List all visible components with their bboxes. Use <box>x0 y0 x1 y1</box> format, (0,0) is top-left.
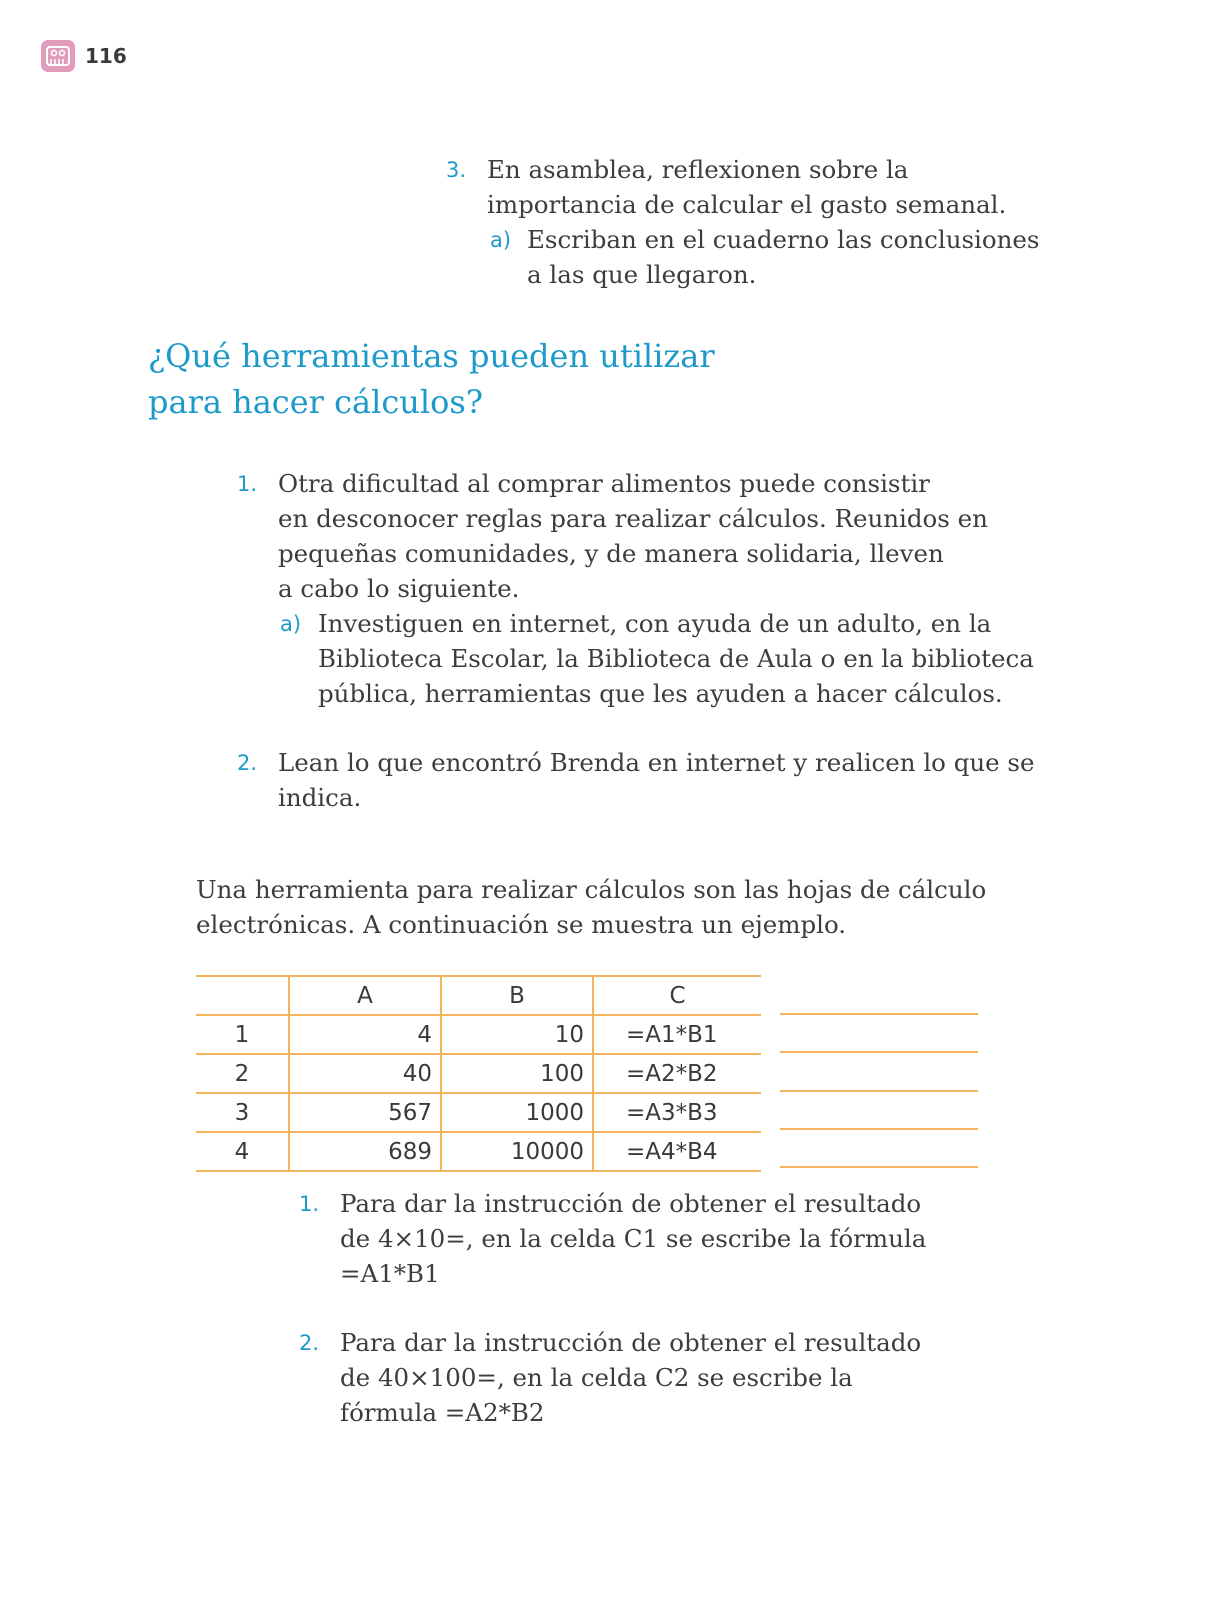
answer-line <box>780 1128 978 1130</box>
column-header: C <box>593 976 761 1015</box>
row-label: 1 <box>234 1021 250 1048</box>
row-label: 4 <box>234 1138 250 1165</box>
note-line: fórmula =A2*B2 <box>340 1398 545 1427</box>
cell-a: 689 <box>289 1132 441 1171</box>
heading-line: para hacer cálculos? <box>148 383 483 421</box>
cell-b: 100 <box>441 1054 593 1093</box>
row-label: 2 <box>234 1060 250 1087</box>
intro-line: electrónicas. A continuación se muestra un ejemplo. <box>196 910 847 939</box>
intro-line: Una herramienta para realizar cálculos son las hojas de cálculo <box>196 875 987 904</box>
task-2-line: Lean lo que encontró Brenda en internet y realicen lo que se <box>278 748 1035 777</box>
task-1-line: pequeñas comunidades, y de manera solidaria, lleven <box>278 539 944 568</box>
note-line: de 4×10=, en la celda C1 se escribe la fórmula <box>340 1224 927 1253</box>
task-1-line: en desconocer reglas para realizar cálculos. Reunidos en <box>278 504 988 533</box>
heading-line: ¿Qué herramientas pueden utilizar <box>148 337 715 375</box>
cell-c: =A2*B2 <box>593 1054 761 1093</box>
note-2-number: 2. <box>299 1331 320 1355</box>
mayan-glyph-icon <box>41 40 75 72</box>
task-3-line: En asamblea, reflexionen sobre la <box>487 155 909 184</box>
cell-c: =A4*B4 <box>593 1132 761 1171</box>
table-row <box>196 1015 761 1054</box>
answer-line <box>780 1090 978 1092</box>
cell-c: =A1*B1 <box>593 1015 761 1054</box>
column-header: A <box>289 976 441 1015</box>
table-row <box>196 1054 761 1093</box>
task-2-number: 2. <box>237 751 258 775</box>
note-line: Para dar la instrucción de obtener el resultado <box>340 1328 922 1357</box>
task-3-sub-a <box>487 222 1040 292</box>
sub-a-line: Investiguen en internet, con ayuda de un adulto, en la <box>318 609 992 638</box>
note-2 <box>299 1325 922 1430</box>
cell-b: 10000 <box>441 1132 593 1171</box>
cell-b: 1000 <box>441 1093 593 1132</box>
sub-a-line: pública, herramientas que les ayuden a hacer cálculos. <box>318 679 1003 708</box>
spreadsheet-table <box>196 975 761 1172</box>
answer-line <box>780 1051 978 1053</box>
table-row <box>196 1093 761 1132</box>
intro-paragraph <box>196 872 986 942</box>
answer-line <box>780 1166 978 1168</box>
header-row <box>196 976 761 1015</box>
section-heading <box>148 333 715 425</box>
column-header: B <box>441 976 593 1015</box>
cell-a: 40 <box>289 1054 441 1093</box>
sub-a-label: a) <box>280 612 302 636</box>
task-1 <box>237 466 1034 711</box>
note-line: de 40×100=, en la celda C2 se escribe la <box>340 1363 853 1392</box>
sub-a-label: a) <box>490 228 512 252</box>
task-3 <box>446 152 1040 292</box>
task-3-line: importancia de calcular el gasto semanal. <box>487 190 1007 219</box>
row-label: 3 <box>234 1099 250 1126</box>
task-2 <box>237 745 1035 815</box>
cell-b: 10 <box>441 1015 593 1054</box>
task-1-line: a cabo lo siguiente. <box>278 574 520 603</box>
sub-a-line: Escriban en el cuaderno las conclusiones <box>527 225 1040 254</box>
note-1 <box>299 1186 927 1291</box>
task-1-number: 1. <box>237 472 258 496</box>
task-1-line: Otra dificultad al comprar alimentos puede consistir <box>278 469 930 498</box>
page-badge <box>41 40 127 72</box>
answer-line <box>780 1013 978 1015</box>
sub-a-line: Biblioteca Escolar, la Biblioteca de Aula o en la biblioteca <box>318 644 1034 673</box>
note-line: Para dar la instrucción de obtener el resultado <box>340 1189 922 1218</box>
task-2-line: indica. <box>278 783 362 812</box>
task-1-sub-a <box>278 606 1034 711</box>
task-3-number: 3. <box>446 158 467 182</box>
table-row <box>196 1132 761 1171</box>
note-line: =A1*B1 <box>340 1259 440 1288</box>
page-number: 116 <box>85 44 127 68</box>
cell-c: =A3*B3 <box>593 1093 761 1132</box>
sub-a-line: a las que llegaron. <box>527 260 757 289</box>
cell-a: 4 <box>289 1015 441 1054</box>
cell-a: 567 <box>289 1093 441 1132</box>
note-1-number: 1. <box>299 1192 320 1216</box>
corner-cell <box>196 976 289 1015</box>
